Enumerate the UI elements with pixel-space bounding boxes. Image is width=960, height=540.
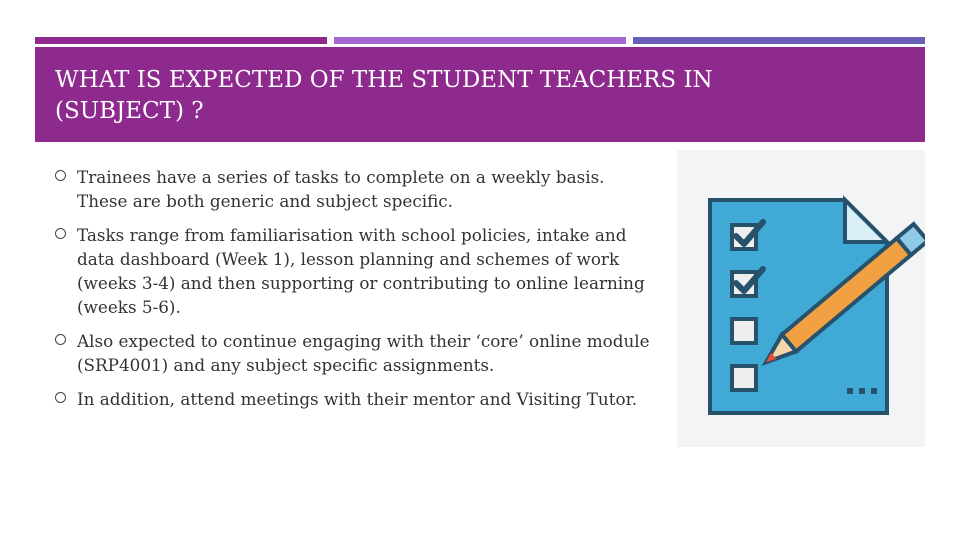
- clipboard-fold: [845, 200, 887, 242]
- checkbox-4: [732, 366, 756, 390]
- checklist-pencil-icon: [677, 150, 925, 447]
- accent-bar-1: [35, 37, 327, 44]
- circle-bullet-icon: [55, 228, 66, 239]
- bullet-text: Tasks range from familiarisation with school policies, intake and data dashboard (Week 1), lesson planning and schemes of work (weeks 3-4) and then supporting or contributing to online learning (weeks 5-6).: [77, 225, 645, 317]
- bullet-text: In addition, attend meetings with their mentor and Visiting Tutor.: [77, 389, 638, 409]
- dot: [871, 388, 877, 394]
- bullet-item: [55, 223, 655, 319]
- dot: [847, 388, 853, 394]
- bullet-text: Also expected to continue engaging with their ‘core’ online module (SRP4001) and any subject specific assignments.: [77, 331, 650, 375]
- circle-bullet-icon: [55, 334, 66, 345]
- bullet-list: [55, 165, 655, 421]
- circle-bullet-icon: [55, 170, 66, 181]
- accent-bar-3: [633, 37, 925, 44]
- bullet-item: [55, 329, 655, 377]
- checklist-illustration: [677, 150, 925, 447]
- dot: [859, 388, 865, 394]
- title-band: [35, 47, 925, 142]
- circle-bullet-icon: [55, 392, 66, 403]
- bullet-item: [55, 387, 655, 411]
- checkbox-3: [732, 319, 756, 343]
- more-dots-icon: [847, 388, 877, 394]
- slide-title: WHAT IS EXPECTED OF THE STUDENT TEACHERS IN (SUBJECT) ?: [55, 67, 713, 124]
- bullet-item: [55, 165, 655, 213]
- bullet-text: Trainees have a series of tasks to complete on a weekly basis. These are both generic and subject specific.: [77, 167, 605, 211]
- accent-bar-2: [334, 37, 626, 44]
